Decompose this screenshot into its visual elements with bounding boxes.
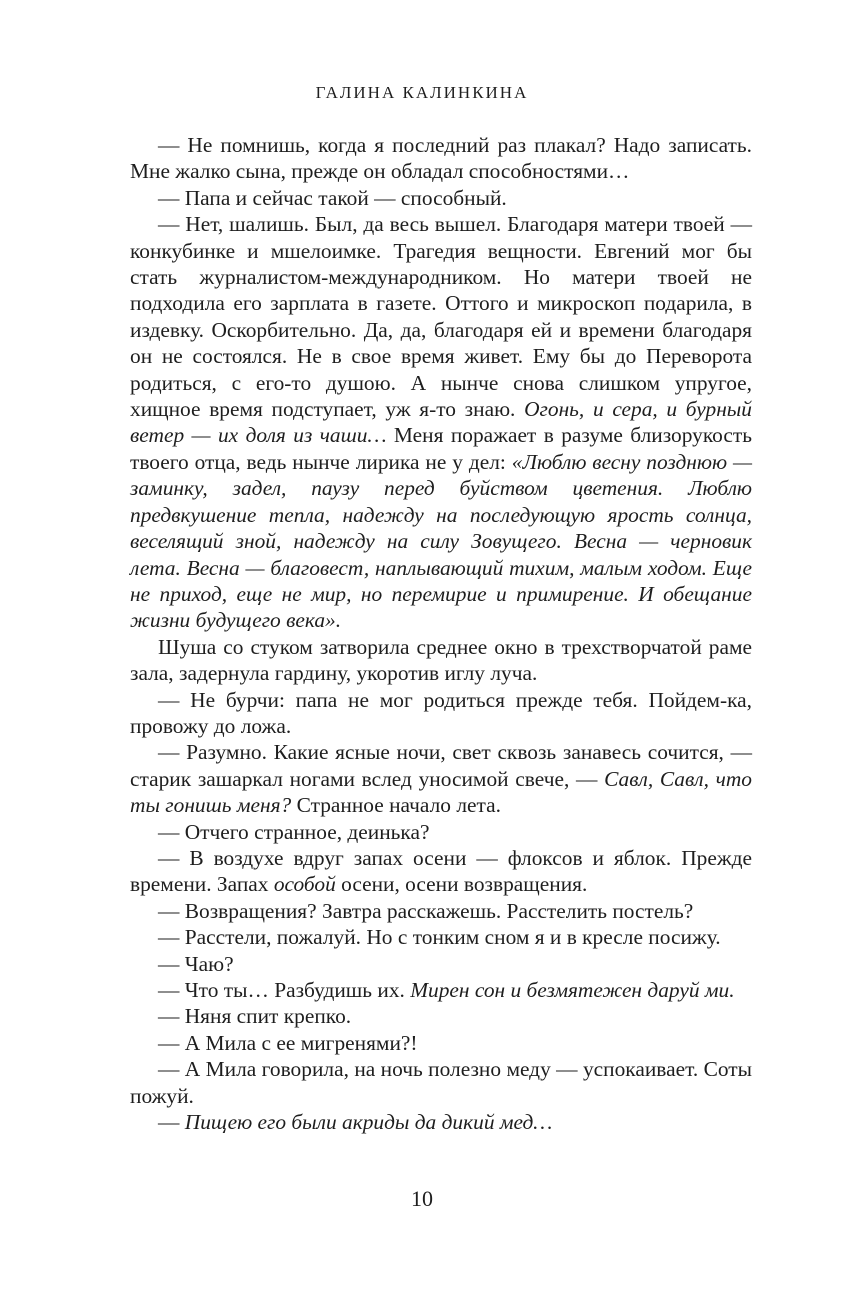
paragraph: — Возвращения? Завтра расскажешь. Расстелить постель? <box>158 898 694 923</box>
italic-quote: Мирен сон и безмятежен даруй ми. <box>410 978 735 1002</box>
paragraph: — Разумно. Какие ясные ночи, свет сквозь занавесь сочится, — старик зашаркал ногами вслед уносимой свече, — Савл, Савл, что ты гонишь меня? Странное начало лета. <box>130 740 752 818</box>
italic-quote: Савл, Савл, что ты гонишь меня? <box>130 766 752 818</box>
italic-quote: Пищею его были акриды да дикий мед… <box>184 1110 553 1135</box>
paragraph: — Нет, шалишь. Был, да весь вышел. Благодаря матери твоей — конкубинке и мшелоимке. Трагедия вещности. Евгений мог бы стать журналистом-международником. Но матери твоей не подходила его зарплата в газете. Оттого и микроскоп подарила, в издевку. Оскорбительно. Да, да, благодаря ей и времени благодаря он не состоялся. Не в свое время живет. Ему бы до Переворота родиться, с его-то душою. А нынче снова слишком упругое, хищное время подступает, уж я-то знаю. Огонь, и сера, и бурный ветер — их доля из чаши… Меня поражает в разуме близорукость твоего отца, ведь нынче лирика не у дел: «Люблю весну позднюю — заминку, задел, паузу перед буйством цветения. Люблю предвкушение тепла, надежду на последующую ярость солнца, веселящий зной, надежду на силу Зовущего. Весна — черновик лета. Весна — благовест, наплывающий тихим, малым ходом. Еще не приход, еще не мир, но перемирие и примирение. И обещание жизни будущего века». <box>130 212 752 633</box>
paragraph: — А Мила с ее мигренями?! <box>158 1030 418 1055</box>
paragraph: — А Мила говорила, на ночь полезно меду — успокаивает. Соты пожуй. <box>130 1057 752 1108</box>
italic-quote: Огонь, и сера, и бурный ветер — их доля из чаши… <box>130 397 752 448</box>
paragraph: — Пищею его были акриды да дикий мед… <box>158 1110 553 1135</box>
body-text <box>130 132 752 1135</box>
paragraph: — В воздухе вдруг запах осени — флоксов и яблок. Прежде времени. Запах особой осени, осени возвращения. <box>130 845 752 897</box>
paragraph: — Папа и сейчас такой — способный. <box>158 185 507 210</box>
paragraph: — Чаю? <box>158 951 234 976</box>
paragraph: — Расстели, пожалуй. Но с тонким сном я и в кресле посижу. <box>158 925 721 950</box>
page-number: 10 <box>411 1186 433 1211</box>
paragraph: — Не помнишь, когда я последний раз плакал? Надо записать. Мне жалко сына, прежде он обладал способностями… <box>130 133 752 184</box>
paragraph: Шуша со стуком затворила среднее окно в трехстворчатой раме зала, задернула гардину, укоротив иглу луча. <box>130 634 752 686</box>
paragraph: — Что ты… Разбудишь их. Мирен сон и безмятежен даруй ми. <box>158 978 735 1002</box>
paragraph: — Няня спит крепко. <box>158 1004 352 1029</box>
italic-quote: «Люблю весну позднюю — заминку, задел, паузу перед буйством цветения. Люблю предвкушение тепла, надежду на последующую ярость солнца, веселящий зной, надежду на силу Зовущего. Весна — черновик лета. Весна — благовест, наплывающий тихим, малым ходом. Еще не приход, еще не мир, но перемирие и примирение. И обещание жизни будущего века». <box>130 449 752 633</box>
running-head: ГАЛИНА КАЛИНКИНА <box>315 83 529 102</box>
paragraph: — Отчего странное, деинька? <box>158 819 430 844</box>
paragraph: — Не бурчи: папа не мог родиться прежде тебя. Пойдем-ка, провожу до ложа. <box>130 687 752 738</box>
italic-word: особой <box>273 872 336 897</box>
